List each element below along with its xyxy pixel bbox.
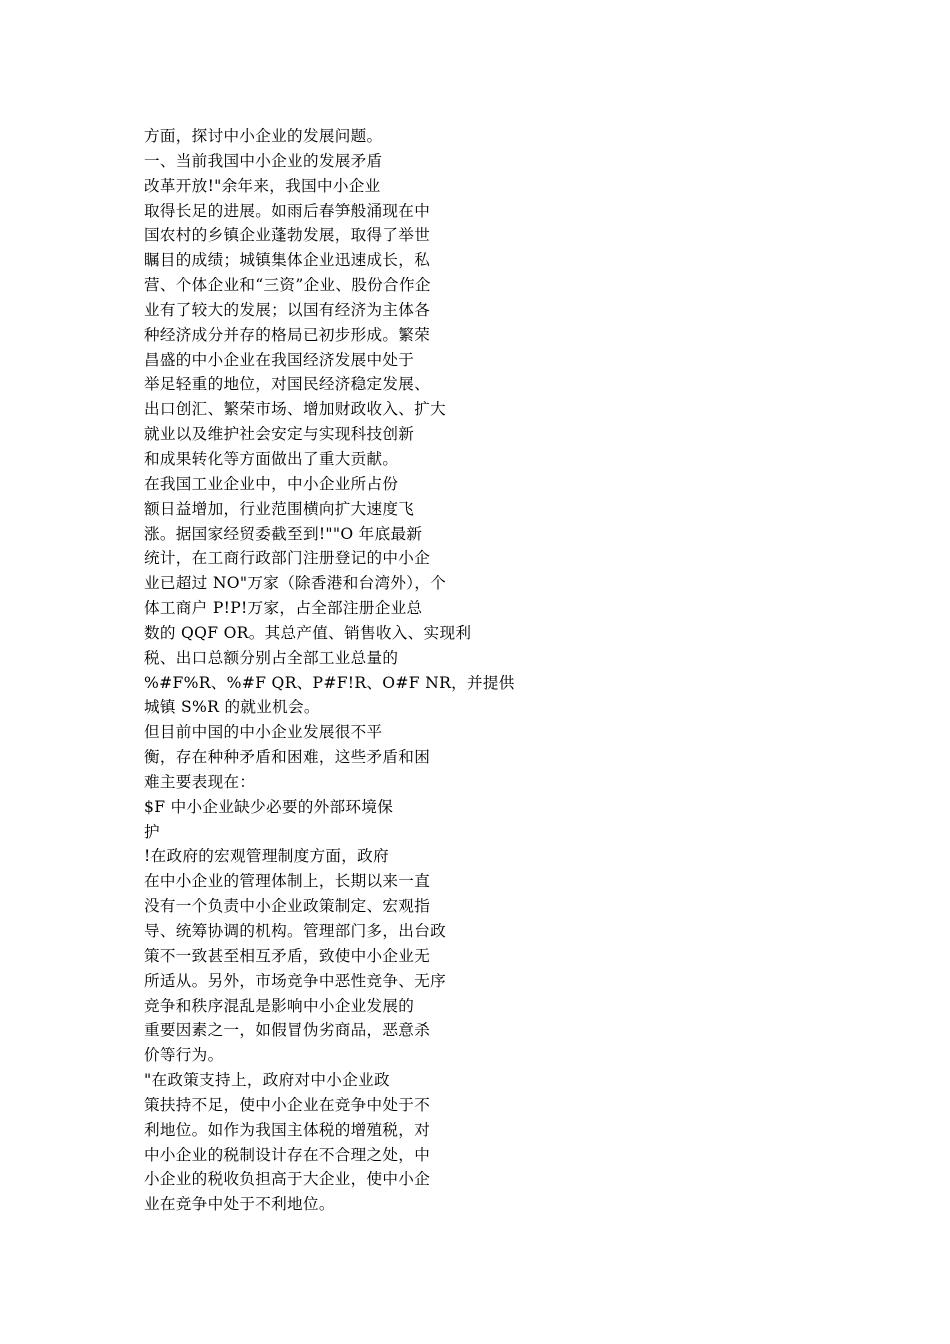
text-line: 策不一致甚至相互矛盾，致使中小企业无 <box>144 946 431 965</box>
text-line: "在政策支持上，政府对中小企业政 <box>144 1071 390 1090</box>
text-line: 价等行为。 <box>144 1046 224 1065</box>
text-line: 涨。据国家经贸委截至到!""O 年底最新 <box>144 524 423 543</box>
text-line: 改革开放!"余年来，我国中小企业 <box>144 176 381 195</box>
text-line: 城镇 S%R 的就业机会。 <box>144 698 320 717</box>
text-line: 业已超过 NO"万家（除香港和台湾外），个 <box>144 574 447 593</box>
text-line: 业有了较大的发展；以国有经济为主体各 <box>144 300 431 319</box>
text-line: 统计，在工商行政部门注册登记的中小企 <box>144 549 431 568</box>
text-line: 税、出口总额分别占全部工业总量的 <box>144 648 399 667</box>
text-line: 护 <box>144 822 160 841</box>
text-line: 所适从。另外，市场竞争中恶性竞争、无序 <box>144 971 446 990</box>
text-line: 昌盛的中小企业在我国经济发展中处于 <box>144 350 415 369</box>
text-line: 体工商户 P!P!万家，占全部注册企业总 <box>144 599 423 618</box>
text-line: 国农村的乡镇企业蓬勃发展，取得了举世 <box>144 226 431 245</box>
text-line: 难主要表现在： <box>144 772 256 791</box>
text-line: 和成果转化等方面做出了重大贡献。 <box>144 449 399 468</box>
text-line: 一、当前我国中小企业的发展矛盾 <box>144 151 383 170</box>
text-line: 但目前中国的中小企业发展很不平 <box>144 723 383 742</box>
text-line: 没有一个负责中小企业政策制定、宏观指 <box>144 897 431 916</box>
text-line: 瞩目的成绩；城镇集体企业迅速成长，私 <box>144 251 431 270</box>
text-line: 额日益增加，行业范围横向扩大速度飞 <box>144 499 415 518</box>
text-line: $F 中小企业缺少必要的外部环境保 <box>144 797 394 816</box>
text-line: 出口创汇、繁荣市场、增加财政收入、扩大 <box>144 400 446 419</box>
text-line: 重要因素之一，如假冒伪劣商品，恶意杀 <box>144 1021 431 1040</box>
text-line: 利地位。如作为我国主体税的增殖税，对 <box>144 1120 431 1139</box>
text-line: 竞争和秩序混乱是影响中小企业发展的 <box>144 996 415 1015</box>
text-line: 导、统筹协调的机构。管理部门多，出台政 <box>144 922 446 940</box>
text-line: 就业以及维护社会安定与实现科技创新 <box>144 425 415 444</box>
text-line: 在中小企业的管理体制上，长期以来一直 <box>144 872 431 891</box>
text-line: 举足轻重的地位，对国民经济稳定发展、 <box>144 375 431 394</box>
text-line: 小企业的税收负担高于大企业，使中小企 <box>144 1170 431 1189</box>
text-line: 业在竞争中处于不利地位。 <box>144 1195 335 1214</box>
text-line: 方面，探讨中小企业的发展问题。 <box>144 127 383 145</box>
text-line: 营、个体企业和“三资”企业、股份合作企 <box>144 276 431 295</box>
text-line: 种经济成分并存的格局已初步形成。繁荣 <box>144 325 431 344</box>
body-text <box>144 124 515 1217</box>
text-line: 在我国工业企业中，中小企业所占份 <box>144 474 399 493</box>
text-line: 衡，存在种种矛盾和困难，这些矛盾和困 <box>144 748 431 767</box>
text-line: %#F%R、%#F QR、P#F!R、O#F NR，并提供 <box>144 673 515 692</box>
text-line: 策扶持不足，使中小企业在竞争中处于不 <box>144 1095 431 1114</box>
text-line: 取得长足的进展。如雨后春笋般涌现在中 <box>144 201 431 220</box>
text-line: !在政府的宏观管理制度方面，政府 <box>144 847 389 866</box>
text-line: 数的 QQF OR。其总产值、销售收入、实现利 <box>144 623 472 642</box>
text-line: 中小企业的税制设计存在不合理之处，中 <box>144 1145 431 1164</box>
